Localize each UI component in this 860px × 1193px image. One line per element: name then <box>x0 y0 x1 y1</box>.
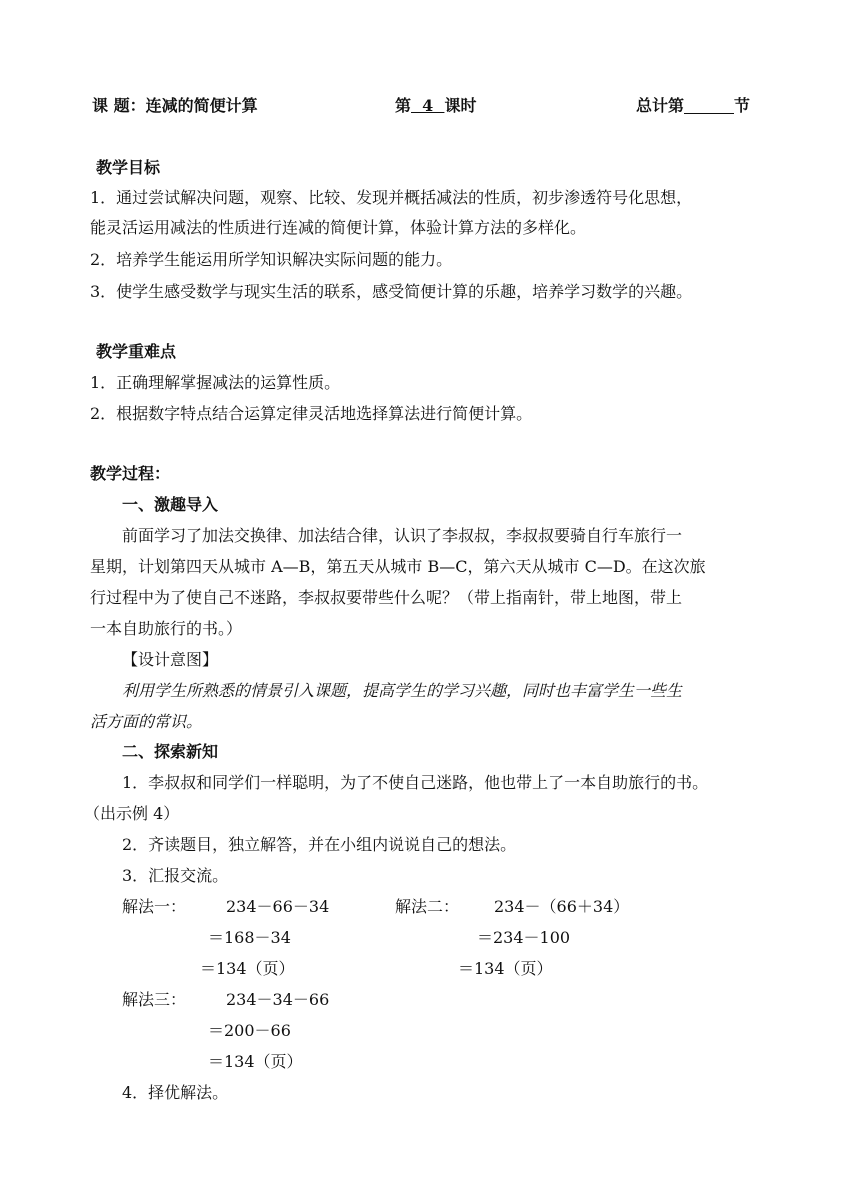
topic-title: 连减的简便计算 <box>145 96 258 115</box>
section-1-para-line-4: 一本自助旅行的书。） <box>90 619 243 638</box>
lesson-number-value: 4 <box>411 96 445 115</box>
design-intent-line-1: 利用学生所熟悉的情景引入课题，提高学生的学习兴趣，同时也丰富学生一些生 <box>122 681 683 700</box>
solution-3-step-2: ＝200－66 <box>208 1021 291 1040</box>
solution-3-step-3: ＝134（页） <box>208 1052 303 1071</box>
solution-1-step-1: 234－66－34 <box>226 897 330 916</box>
objective-3: 3．使学生感受数学与现实生活的联系，感受简便计算的乐趣，培养学习数学的兴趣。 <box>90 282 693 301</box>
section-2-item-1-line-1: 1．李叔叔和同学们一样聪明，为了不使自己迷路，他也带上了一本自助旅行的书。 <box>122 773 709 792</box>
objective-1-line-1: 1．通过尝试解决问题，观察、比较、发现并概括减法的性质，初步渗透符号化思想， <box>90 188 693 207</box>
section-2-item-2: 2．齐读题目，独立解答，并在小组内说说自己的想法。 <box>122 835 517 854</box>
objectives-title: 教学目标 <box>96 158 161 177</box>
solution-2-step-2: ＝234－100 <box>477 928 571 947</box>
solution-1-step-2: ＝168－34 <box>208 928 291 947</box>
process-title: 教学过程： <box>90 464 171 483</box>
solution-3-label: 解法三： <box>122 990 187 1009</box>
design-intent-title: 【设计意图】 <box>122 650 219 669</box>
section-2-title: 二、探索新知 <box>122 742 219 761</box>
section-1-para-line-1: 前面学习了加法交换律、加法结合律，认识了李叔叔，李叔叔要骑自行车旅行一 <box>122 526 683 545</box>
section-2-item-1-line-2: （出示例 4） <box>84 804 180 823</box>
section-1-para-line-3: 行过程中为了使自己不迷路，李叔叔要带些什么呢？（带上指南针，带上地图，带上 <box>90 588 683 607</box>
solution-3-step-1: 234－34－66 <box>226 990 330 1009</box>
section-2-item-3: 3．汇报交流。 <box>122 866 229 885</box>
section-1-title: 一、激趣导入 <box>122 495 219 514</box>
key-points-title: 教学重难点 <box>96 342 177 361</box>
lesson-topic <box>92 96 258 116</box>
total-blank <box>684 97 734 114</box>
solution-1-label: 解法一： <box>122 897 187 916</box>
solution-2-step-1: 234－（66＋34） <box>494 897 630 916</box>
lesson-number: 第 4 课时 <box>395 96 477 115</box>
topic-prefix: 课 题： <box>92 96 146 115</box>
section-1-para-line-2: 星期，计划第四天从城市 A—B，第五天从城市 B—C，第六天从城市 C—D。在这次旅 <box>90 557 706 576</box>
key-point-1: 1．正确理解掌握减法的运算性质。 <box>90 373 341 392</box>
solution-2-step-3: ＝134（页） <box>458 959 553 978</box>
objective-2: 2．培养学生能运用所学知识解决实际问题的能力。 <box>90 250 453 269</box>
section-2-item-4: 4．择优解法。 <box>122 1083 229 1102</box>
objective-1-line-2: 能灵活运用减法的性质进行连减的简便计算，体验计算方法的多样化。 <box>90 218 587 237</box>
design-intent-line-2: 活方面的常识。 <box>90 712 203 731</box>
total-lessons: 总计第 节 <box>636 96 751 115</box>
solution-1-step-3: ＝134（页） <box>200 959 295 978</box>
key-point-2: 2．根据数字特点结合运算定律灵活地选择算法进行简便计算。 <box>90 404 533 423</box>
solution-2-label: 解法二： <box>395 897 460 916</box>
